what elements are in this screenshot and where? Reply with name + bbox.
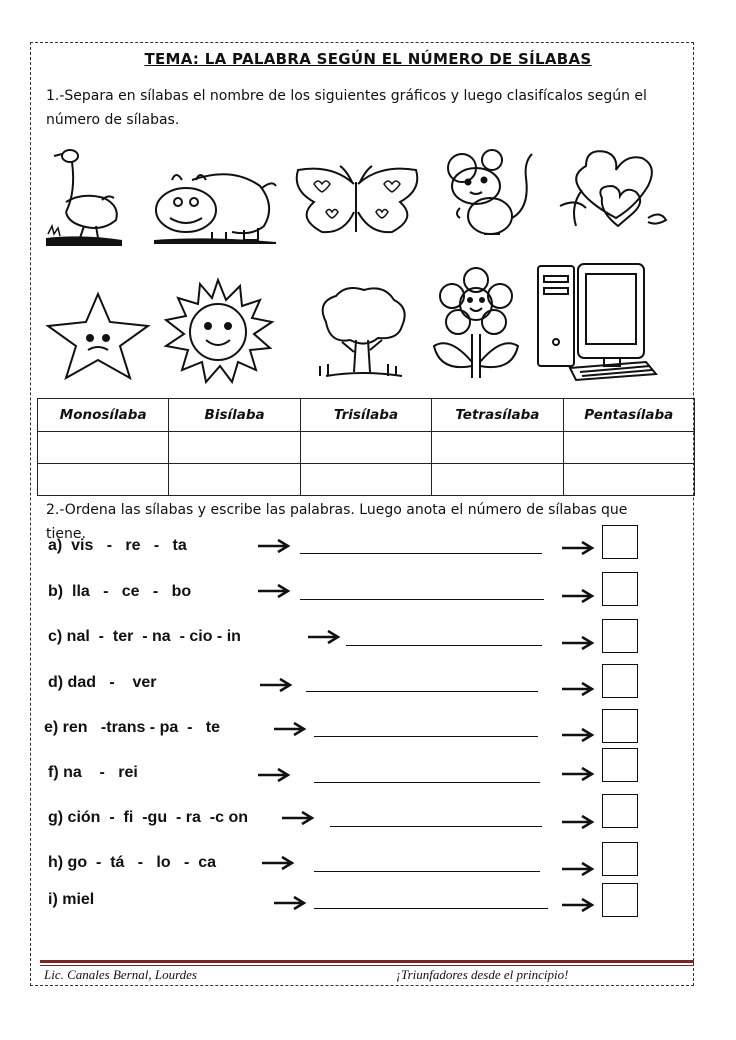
answer-line[interactable] — [300, 599, 544, 600]
answer-line[interactable] — [300, 553, 542, 554]
syllable-count-box[interactable] — [602, 709, 638, 743]
arrow-right-icon — [272, 721, 308, 737]
arrow-right-icon — [560, 897, 596, 913]
arrow-right-icon — [260, 855, 296, 871]
syllable-count-box[interactable] — [602, 748, 638, 782]
instruction-2: 2.-Ordena las sílabas y escribe las palabras. Luego anota el número de sílabas que tiene. — [46, 502, 628, 542]
page-title: TEMA: LA PALABRA SEGÚN EL NÚMERO DE SÍLABAS — [144, 50, 592, 68]
arrow-right-icon — [560, 635, 596, 651]
syllable-count-box[interactable] — [602, 572, 638, 606]
footer-rule — [40, 960, 694, 963]
footer-motto: ¡Triunfadores desde el principio! — [396, 967, 569, 982]
syllable-count-box[interactable] — [602, 525, 638, 559]
syllable-count-box[interactable] — [602, 619, 638, 653]
arrow-right-icon — [560, 727, 596, 743]
exercise-label: d) dad - ver — [48, 674, 157, 691]
arrow-right-icon — [256, 767, 292, 783]
column-header: Trisílaba — [300, 399, 431, 432]
exercise-label: b) lla - ce - bo — [48, 583, 192, 600]
answer-line[interactable] — [346, 645, 542, 646]
arrow-right-icon — [560, 540, 596, 556]
column-header: Monosílaba — [38, 399, 169, 432]
answer-line[interactable] — [314, 871, 540, 872]
exercise-label: g) ción - fi -gu - ra -c on — [48, 809, 248, 826]
footer-author: Lic. Canales Bernal, Lourdes — [44, 967, 197, 982]
exercise-label: f) na - rei — [48, 764, 138, 781]
arrow-right-icon — [560, 588, 596, 604]
arrow-right-icon — [560, 681, 596, 697]
column-header: Pentasílaba — [563, 399, 694, 432]
answer-line[interactable] — [306, 691, 538, 692]
column-header: Bisílaba — [169, 399, 300, 432]
footer-rule — [40, 965, 694, 966]
exercise-label: h) go - tá - lo - ca — [48, 854, 216, 871]
syllable-count-box[interactable] — [602, 842, 638, 876]
arrow-right-icon — [560, 861, 596, 877]
arrow-right-icon — [256, 583, 292, 599]
exercise-label: e) ren -trans - pa - te — [44, 719, 221, 736]
arrow-right-icon — [560, 766, 596, 782]
exercise-label: i) miel — [48, 891, 95, 908]
arrow-right-icon — [272, 895, 308, 911]
arrow-right-icon — [560, 814, 596, 830]
exercise-label: c) nal - ter - na - cio - in — [48, 628, 241, 645]
syllable-count-box[interactable] — [602, 664, 638, 698]
arrow-right-icon — [258, 677, 294, 693]
arrow-right-icon — [256, 538, 292, 554]
instruction-1: 1.-Separa en sílabas el nombre de los siguientes gráficos y luego clasifícalos según el número de sílabas. — [46, 88, 647, 128]
answer-line[interactable] — [314, 908, 548, 909]
answer-line[interactable] — [314, 736, 538, 737]
arrow-right-icon — [306, 629, 342, 645]
syllable-count-box[interactable] — [602, 794, 638, 828]
arrow-right-icon — [280, 810, 316, 826]
syllable-count-box[interactable] — [602, 883, 638, 917]
answer-line[interactable] — [314, 782, 540, 783]
column-header: Tetrasílaba — [432, 399, 563, 432]
exercise-label: a) vis - re - ta — [48, 537, 187, 554]
answer-line[interactable] — [330, 826, 542, 827]
